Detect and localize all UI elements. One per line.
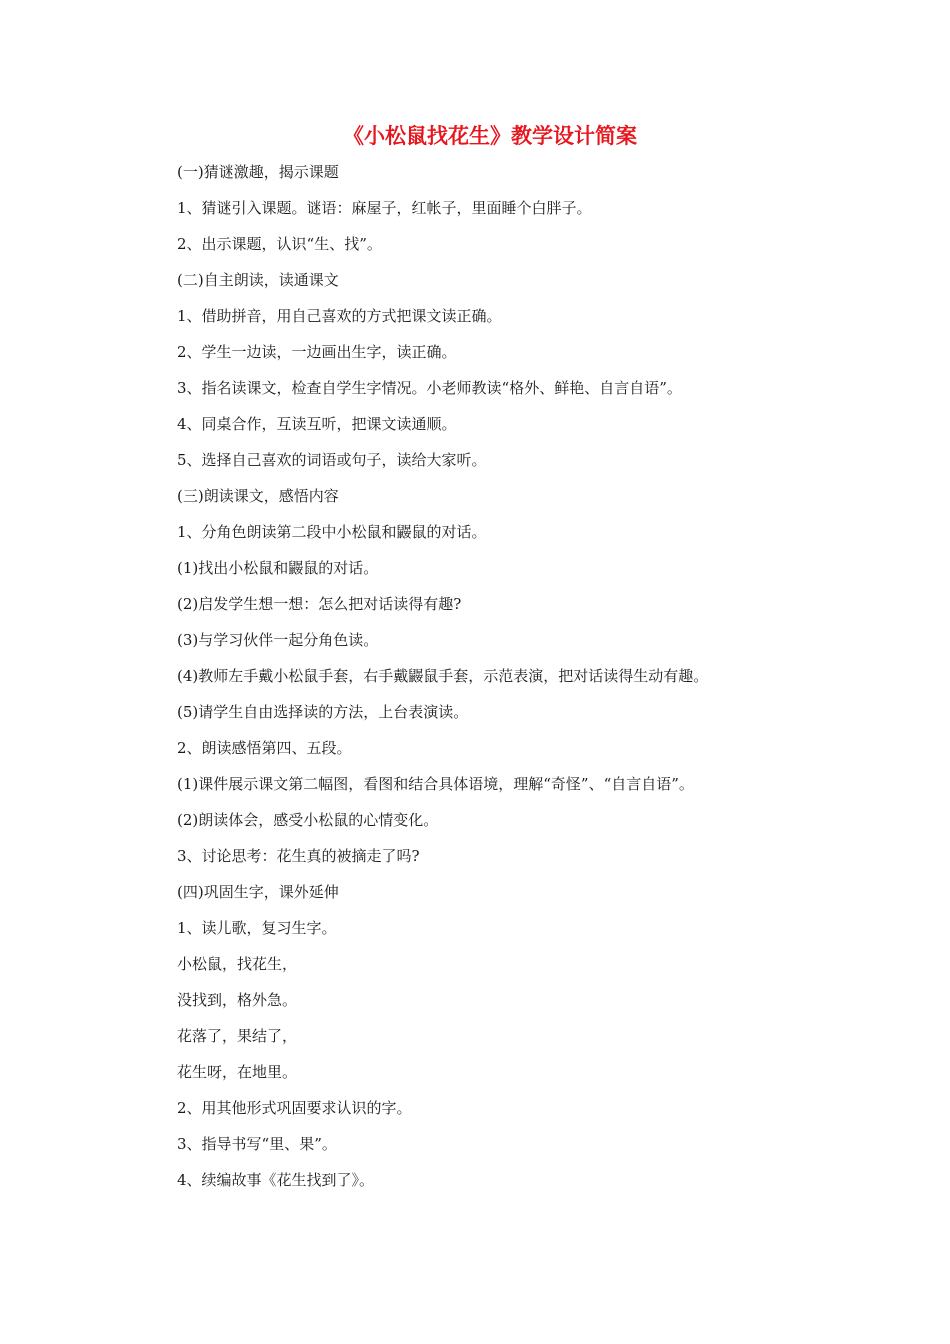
text-line: 2、用其他形式巩固要求认识的字。 [177, 1099, 412, 1117]
text-line: (四)巩固生字，课外延伸 [177, 883, 339, 901]
text-line: (二)自主朗读，读通课文 [177, 271, 339, 289]
text-line: (1)课件展示课文第二幅图，看图和结合具体语境，理解“奇怪”、“自言自语”。 [177, 775, 694, 793]
text-line: 4、续编故事《花生找到了》。 [177, 1171, 375, 1189]
text-line: (一)猜谜激趣，揭示课题 [177, 163, 339, 181]
text-line: (2)朗读体会，感受小松鼠的心情变化。 [177, 811, 439, 829]
text-line: 2、出示课题，认识“生、找”。 [177, 235, 382, 253]
text-line: 5、选择自己喜欢的词语或句子，读给大家听。 [177, 451, 487, 469]
text-line: 2、朗读感悟第四、五段。 [177, 739, 352, 757]
text-line: (2)启发学生想一想：怎么把对话读得有趣? [177, 595, 462, 613]
text-line: 1、猜谜引入课题。谜语：麻屋子，红帐子，里面睡个白胖子。 [177, 199, 592, 217]
text-line: 没找到，格外急。 [177, 991, 298, 1009]
text-line: 1、分角色朗读第二段中小松鼠和鼹鼠的对话。 [177, 523, 487, 541]
text-line: (3)与学习伙伴一起分角色读。 [177, 631, 379, 649]
text-line: 3、指名读课文，检查自学生字情况。小老师教读“格外、鲜艳、自言自语”。 [177, 379, 682, 397]
text-line: 1、读儿歌，复习生字。 [177, 919, 337, 937]
text-line: (4)教师左手戴小松鼠手套，右手戴鼹鼠手套，示范表演，把对话读得生动有趣。 [177, 667, 709, 685]
text-line: 3、指导书写“里、果”。 [177, 1135, 337, 1153]
document-title: 《小松鼠找花生》教学设计简案 [343, 123, 637, 148]
text-line: 1、借助拼音，用自己喜欢的方式把课文读正确。 [177, 307, 502, 325]
text-line: 花生呀，在地里。 [177, 1063, 298, 1081]
text-line: 4、同桌合作，互读互听，把课文读通顺。 [177, 415, 457, 433]
text-line: 3、讨论思考：花生真的被摘走了吗? [177, 847, 420, 865]
text-line: 花落了，果结了， [177, 1027, 298, 1045]
text-line: (5)请学生自由选择读的方法，上台表演读。 [177, 703, 469, 721]
text-line: (三)朗读课文，感悟内容 [177, 487, 339, 505]
text-line: 小松鼠，找花生， [177, 955, 298, 973]
text-line: 2、学生一边读，一边画出生字，读正确。 [177, 343, 457, 361]
text-line: (1)找出小松鼠和鼹鼠的对话。 [177, 559, 379, 577]
document-body [177, 158, 917, 1202]
